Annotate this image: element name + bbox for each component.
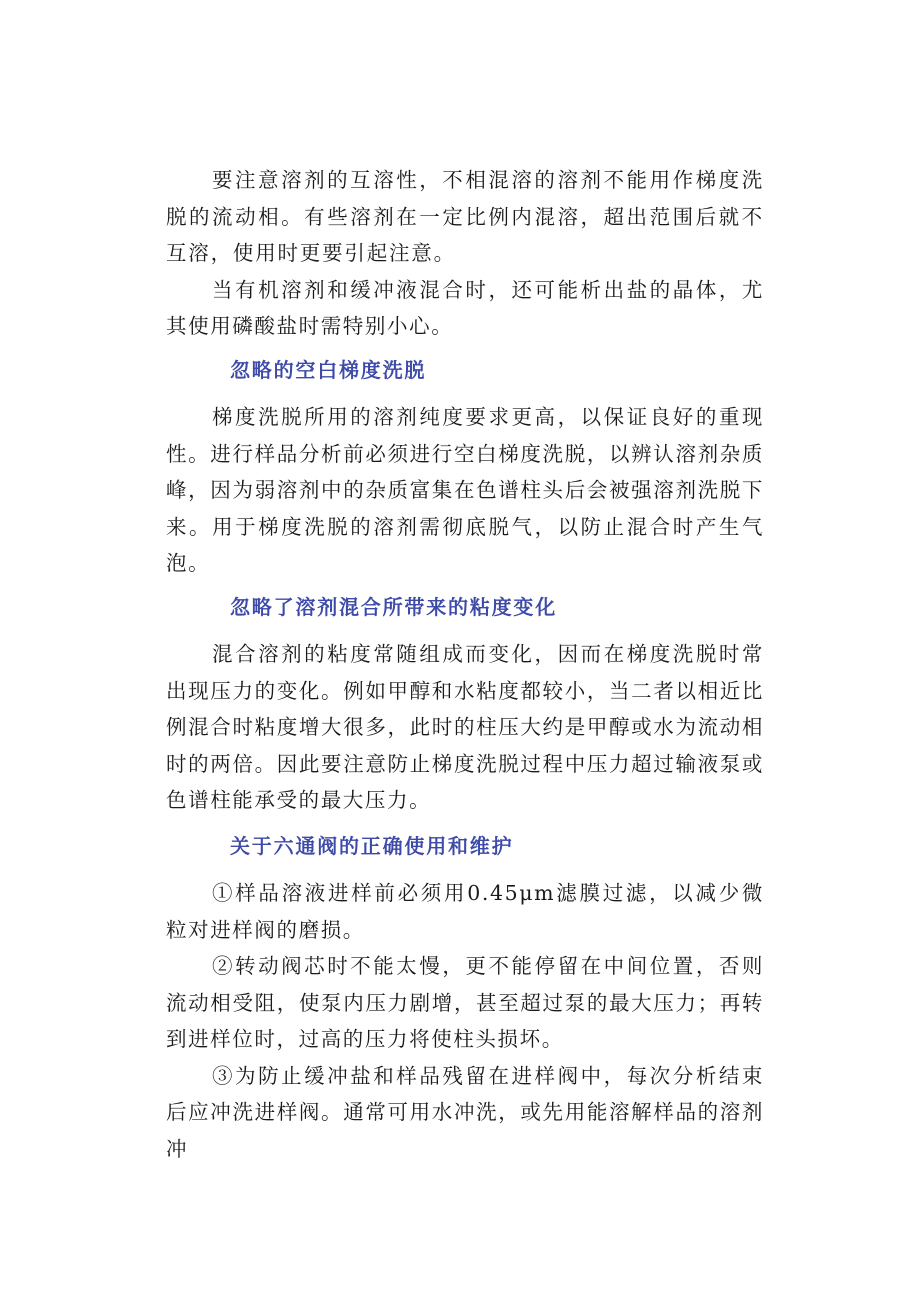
section-heading-six-port-valve: 关于六通阀的正确使用和维护 bbox=[230, 833, 514, 858]
list-item-rotate-valve: ②转动阀芯时不能太慢，更不能停留在中间位置，否则流动相受阻，使泵内压力剧增，甚至超过泵的最大压力；再转到进样位时，过高的压力将使柱头损坏。 bbox=[166, 954, 764, 1052]
list-item-rinse-valve: ③为防止缓冲盐和样品残留在进样阀中，每次分析结束后应冲洗进样阀。通常可用水冲洗，或先用能溶解样品的溶剂冲 bbox=[166, 1063, 764, 1162]
document-body bbox=[166, 162, 764, 1168]
list-item-filter-sample: ①样品溶液进样前必须用0.45μm滤膜过滤，以减少微粒对进样阀的磨损。 bbox=[166, 880, 764, 942]
paragraph-salt-crystallization: 当有机溶剂和缓冲液混合时，还可能析出盐的晶体，尤其使用磷酸盐时需特别小心。 bbox=[166, 277, 764, 339]
paragraph-viscosity: 混合溶剂的粘度常随组成而变化，因而在梯度洗脱时常出现压力的变化。例如甲醇和水粘度都较小，当二者以相近比例混合时粘度增大很多，此时的柱压大约是甲醇或水为流动相时的两倍。因此要注意防止梯度洗脱过程中压力超过输液泵或色谱柱能承受的最大压力。 bbox=[166, 641, 764, 813]
paragraph-solvent-purity: 梯度洗脱所用的溶剂纯度要求更高，以保证良好的重现性。进行样品分析前必须进行空白梯度洗脱，以辨认溶剂杂质峰，因为弱溶剂中的杂质富集在色谱柱头后会被强溶剂洗脱下来。用于梯度洗脱的溶剂需彻底脱气，以防止混合时产生气泡。 bbox=[166, 404, 764, 576]
section-heading-blank-gradient: 忽略的空白梯度洗脱 bbox=[230, 357, 427, 382]
paragraph-solvent-miscibility: 要注意溶剂的互溶性，不相混溶的溶剂不能用作梯度洗脱的流动相。有些溶剂在一定比例内混溶，超出范围后就不互溶，使用时更要引起注意。 bbox=[166, 168, 764, 266]
section-heading-viscosity-change: 忽略了溶剂混合所带来的粘度变化 bbox=[230, 594, 557, 619]
